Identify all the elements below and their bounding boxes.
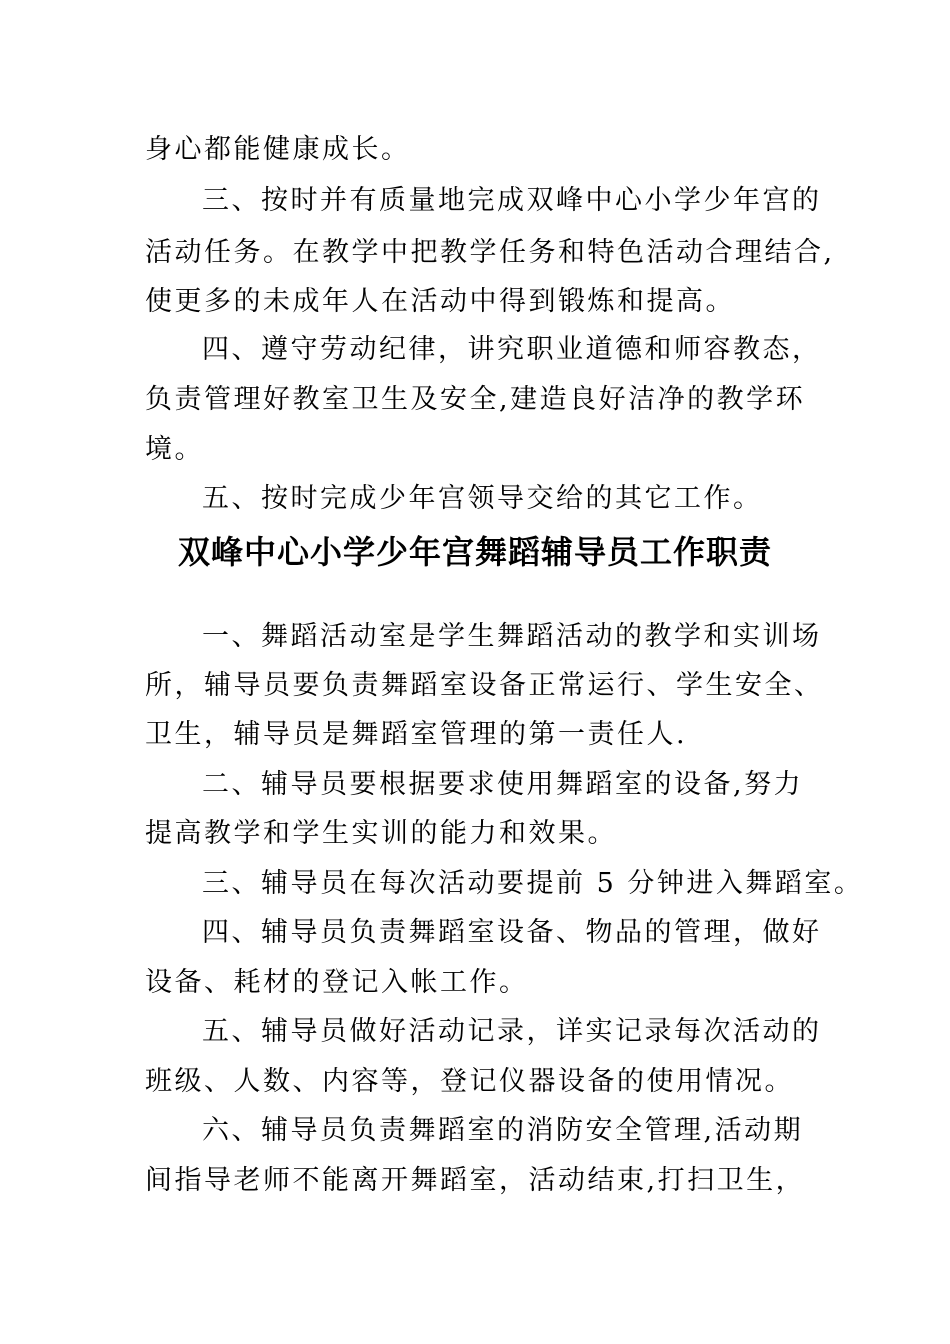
text-line: 间指导老师不能离开舞蹈室，活动结束,打扫卫生， xyxy=(145,1165,806,1196)
section-title: 双峰中心小学少年宫舞蹈辅导员工作职责 xyxy=(177,533,772,571)
text-line: 境。 xyxy=(145,434,204,465)
text-line: 四、遵守劳动纪律，讲究职业道德和师容教态， xyxy=(202,334,822,365)
text-line: 卫生，辅导员是舞蹈室管理的第一责任人. xyxy=(145,719,688,750)
text-line: 五、辅导员做好活动记录，详实记录每次活动的 xyxy=(202,1016,822,1047)
text-line: 一、舞蹈活动室是学生舞蹈活动的教学和实训场 xyxy=(202,621,822,652)
text-line: 所，辅导员要负责舞蹈室设备正常运行、学生安全、 xyxy=(145,670,824,701)
text-line: 六、辅导员负责舞蹈室的消防安全管理,活动期 xyxy=(202,1115,804,1146)
text-line: 班级、人数、内容等，登记仪器设备的使用情况。 xyxy=(145,1066,794,1097)
text-line: 活动任务。在教学中把教学任务和特色活动合理结合, xyxy=(145,237,835,268)
text-line: 二、辅导员要根据要求使用舞蹈室的设备,努力 xyxy=(202,769,804,800)
text-line: 提高教学和学生实训的能力和效果。 xyxy=(145,818,617,849)
text-line: 四、辅导员负责舞蹈室设备、物品的管理，做好 xyxy=(202,917,822,948)
text-line: 身心都能健康成长。 xyxy=(145,134,411,165)
text-line: 负责管理好教室卫生及安全,建造良好洁净的教学环 xyxy=(145,384,806,415)
text-line: 使更多的未成年人在活动中得到锻炼和提高。 xyxy=(145,286,735,317)
text-line: 设备、耗材的登记入帐工作。 xyxy=(145,967,529,998)
text-line: 三、按时并有质量地完成双峰中心小学少年宫的 xyxy=(202,185,822,216)
text-line: 三、辅导员在每次活动要提前 5 分钟进入舞蹈室。 xyxy=(202,868,864,899)
text-line: 五、按时完成少年宫领导交给的其它工作。 xyxy=(202,483,763,514)
